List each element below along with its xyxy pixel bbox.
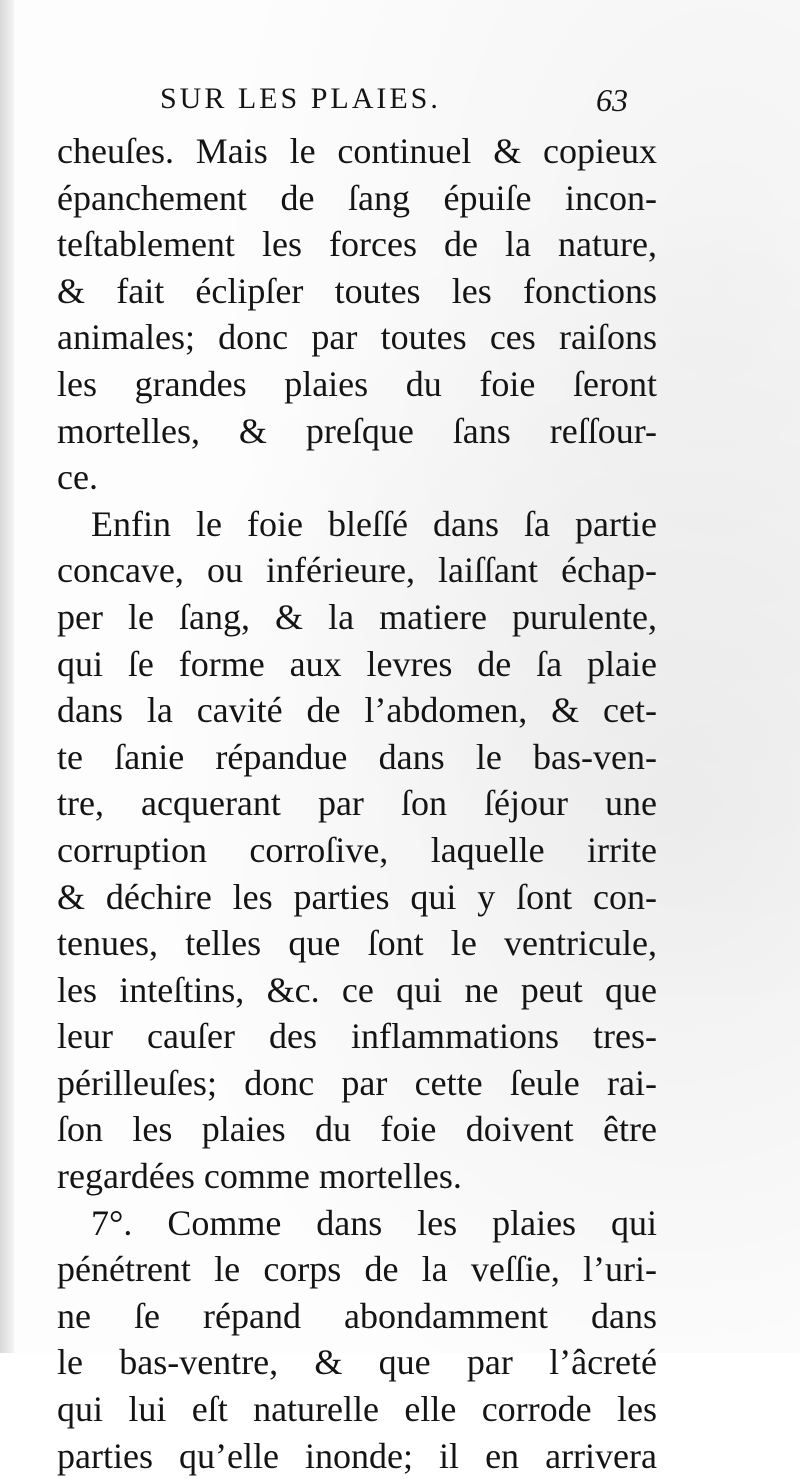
text-line: concave, ou inférieure, laiſſant échap-: [57, 550, 657, 591]
text-line: animales; donc par toutes ces raiſons: [57, 317, 657, 358]
text-line: les inteſtins, &c. ce qui ne peut que: [57, 969, 657, 1010]
text-line: qui lui eſt naturelle elle corrode les: [57, 1389, 657, 1430]
paragraph-3: [57, 1200, 657, 1479]
text-line: tenues, telles que ſont le ventricule,: [57, 923, 657, 964]
text-line: ſon les plaies du foie doivent être: [57, 1109, 657, 1150]
page-number: 63: [596, 82, 628, 118]
text-line: parties qu’elle inonde; il en arrivera: [57, 1435, 657, 1476]
paragraph-1: [57, 128, 657, 501]
text-line: qui ſe forme aux levres de ſa plaie: [57, 643, 657, 684]
text-line: mortelles, & preſque ſans reſſour-: [57, 410, 657, 451]
text-line: Enfin le foie bleſſé dans ſa partie: [91, 503, 657, 544]
body-text: [57, 128, 657, 1479]
text-line: pénétrent le corps de la veſſie, l’uri-: [57, 1249, 657, 1290]
text-line: ce.: [57, 457, 98, 498]
text-line: les grandes plaies du foie ſeront: [57, 363, 657, 404]
text-line: ne ſe répand abondamment dans: [57, 1295, 657, 1336]
text-line: leur cauſer des inflammations tres-: [57, 1016, 657, 1057]
text-line: per le ſang, & la matiere purulente,: [57, 596, 657, 637]
text-line: te ſanie répandue dans le bas-ven-: [57, 736, 657, 777]
text-line: tre, acquerant par ſon ſéjour une: [57, 783, 657, 824]
text-line: périlleuſes; donc par cette ſeule rai-: [57, 1062, 657, 1103]
text-line: teſtablement les forces de la nature,: [57, 224, 657, 265]
text-line: corruption corroſive, laquelle irrite: [57, 829, 657, 870]
paragraph-2: [57, 501, 657, 1200]
text-line: & déchire les parties qui y ſont con-: [57, 876, 657, 917]
text-line: dans la cavité de l’abdomen, & cet-: [57, 690, 657, 731]
page-edge-shadow: [0, 0, 14, 1353]
text-line: regardées comme mortelles.: [57, 1156, 462, 1197]
page-header: [0, 82, 800, 122]
text-line: cheuſes. Mais le continuel & copieux: [57, 131, 657, 171]
running-head: SUR LES PLAIES.: [160, 82, 441, 115]
text-line: & fait éclipſer toutes les fonctions: [57, 270, 657, 311]
text-line: épanchement de ſang épuiſe incon-: [57, 177, 657, 218]
text-line: 7°. Comme dans les plaies qui: [91, 1202, 657, 1243]
text-line: le bas-ventre, & que par l’âcreté: [57, 1342, 657, 1383]
